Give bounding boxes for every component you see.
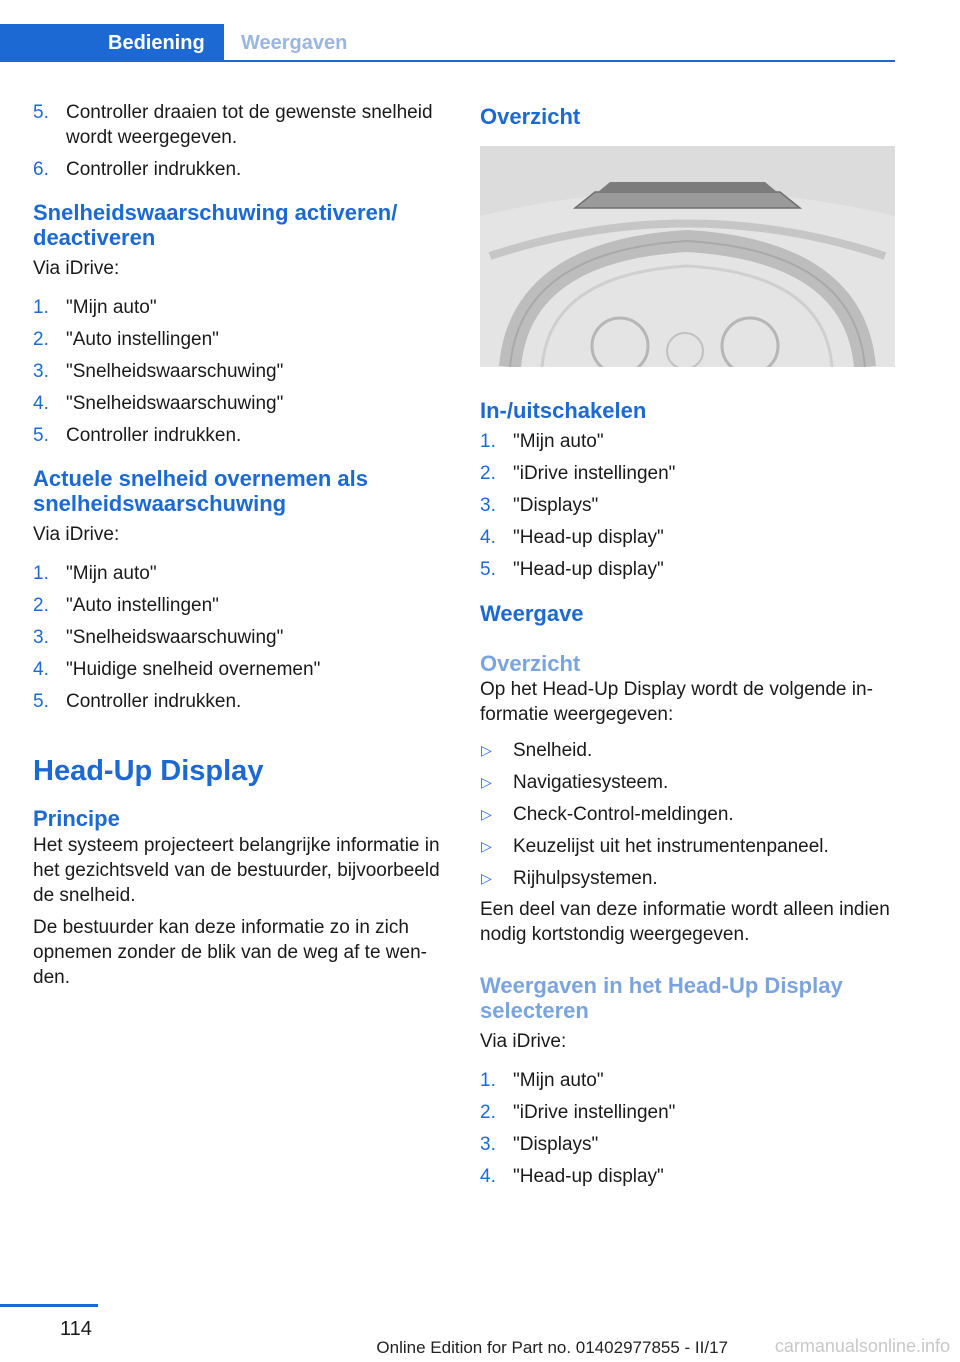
list-item — [480, 770, 895, 795]
list-item — [33, 593, 448, 618]
list-item — [480, 493, 895, 518]
list-item — [480, 834, 895, 859]
list-item — [33, 657, 448, 682]
list-item — [33, 100, 448, 150]
list-item — [480, 429, 895, 454]
list-item — [33, 423, 448, 448]
select-steps — [480, 1068, 895, 1189]
section-title-display: Weergave — [480, 601, 584, 626]
step-number: 3. — [33, 627, 49, 648]
page-number: 114 — [60, 1318, 92, 1340]
step-number: 1. — [480, 431, 496, 452]
step-number: 2. — [33, 329, 49, 350]
left-column — [33, 100, 448, 990]
step-text: Controller draaien tot de gewenste snelheid wordt weergegeven. — [66, 102, 433, 148]
step-text: "Snelheidswaarschuwing" — [66, 361, 284, 382]
step-text: Controller indrukken. — [66, 159, 242, 180]
step-text: "Huidige snelheid overnemen" — [66, 659, 321, 680]
triangle-right-icon: ▷ — [481, 838, 492, 854]
list-item — [33, 295, 448, 320]
step-number: 2. — [480, 463, 496, 484]
step-text: "Mijn auto" — [513, 431, 604, 452]
dashboard-illustration — [480, 146, 895, 367]
tab-weergaven[interactable]: Weergaven — [241, 32, 348, 54]
display-info-list — [480, 738, 895, 891]
footer-rule — [0, 1304, 98, 1307]
steering-wheel-icon — [480, 146, 895, 367]
step-text: "Snelheidswaarschuwing" — [66, 393, 284, 414]
step-text: "Snelheidswaarschuwing" — [66, 627, 284, 648]
step-number: 2. — [33, 595, 49, 616]
step-text: "Mijn auto" — [66, 297, 157, 318]
step-text: Controller indrukken. — [66, 691, 242, 712]
list-item — [480, 866, 895, 891]
step-number: 3. — [480, 1134, 496, 1155]
list-item — [33, 625, 448, 650]
right-column — [480, 100, 895, 1196]
list-item — [33, 689, 448, 714]
step-number: 6. — [33, 159, 49, 180]
step-text: "Head-up display" — [513, 527, 664, 548]
step-text: "Mijn auto" — [66, 563, 157, 584]
on-off-steps — [480, 429, 895, 582]
step-text: "iDrive instellingen" — [513, 1102, 676, 1123]
chapter-title-hud: Head-Up Display — [33, 755, 264, 787]
list-item — [480, 1068, 895, 1093]
step-text: "Displays" — [513, 1134, 599, 1155]
triangle-right-icon: ▷ — [481, 742, 492, 758]
step-text: "Displays" — [513, 495, 599, 516]
section-title-on-off: In-/uitschakelen — [480, 398, 647, 423]
step-number: 2. — [480, 1102, 496, 1123]
display-intro: Op het Head-Up Display wordt de volgende informatie weergegeven: — [480, 679, 873, 725]
bullet-text: Rijhulpsystemen. — [513, 868, 658, 889]
watermark: carmanualsonline.info — [774, 1336, 950, 1356]
bullet-text: Keuzelijst uit het instrumentenpaneel. — [513, 836, 829, 857]
list-item — [33, 359, 448, 384]
list-item — [33, 391, 448, 416]
bullet-text: Navigatiesysteem. — [513, 772, 669, 793]
list-item — [480, 1100, 895, 1125]
step-number: 5. — [33, 691, 49, 712]
step-number: 5. — [33, 102, 49, 123]
chapter-tab-bar — [0, 24, 895, 62]
display-note: Een deel van deze informatie wordt alleen indien nodig kortstondig weergegeven. — [480, 899, 890, 945]
section-title-principle: Principe — [33, 806, 120, 831]
step-number: 1. — [33, 563, 49, 584]
speed-warning-steps — [33, 295, 448, 448]
step-number: 4. — [480, 527, 496, 548]
bullet-text: Snelheid. — [513, 740, 593, 761]
subsection-title-select: Weergaven in het Head-Up Display selecteren — [480, 973, 843, 1023]
step-text: "Head-up display" — [513, 1166, 664, 1187]
section-intro: Via iDrive: — [33, 258, 120, 279]
list-item — [33, 327, 448, 352]
list-item — [480, 738, 895, 763]
continued-steps-list — [33, 100, 448, 182]
bullet-text: Check-Control-meldingen. — [513, 804, 734, 825]
list-item — [480, 1164, 895, 1189]
principle-paragraph-2: De bestuurder kan deze informatie zo in zich opnemen zonder de blik van de weg af te wenden. — [33, 917, 427, 988]
step-text: "Auto instellingen" — [66, 595, 219, 616]
triangle-right-icon: ▷ — [481, 870, 492, 886]
step-text: "Mijn auto" — [513, 1070, 604, 1091]
step-text: Controller indrukken. — [66, 425, 242, 446]
list-item — [33, 561, 448, 586]
list-item — [480, 557, 895, 582]
triangle-right-icon: ▷ — [481, 806, 492, 822]
step-text: "Head-up display" — [513, 559, 664, 580]
list-item — [33, 157, 448, 182]
step-number: 3. — [480, 495, 496, 516]
section-title-speed-warning: Snelheidswaarschuwing activeren/​deactiveren — [33, 200, 398, 250]
step-text: "iDrive instellingen" — [513, 463, 676, 484]
section-title-current-speed: Actuele snelheid overnemen als snelheidswaarschuwing — [33, 466, 369, 516]
step-number: 1. — [480, 1070, 496, 1091]
section-title-overview: Overzicht — [480, 104, 581, 129]
principle-paragraph-1: Het systeem projecteert belangrijke informatie in het gezichtsveld van de bestuurder, bijvoorbeeld de snelheid. — [33, 835, 440, 906]
tab-bediening[interactable]: Bediening — [0, 24, 224, 62]
step-number: 4. — [33, 393, 49, 414]
triangle-right-icon: ▷ — [481, 774, 492, 790]
step-number: 3. — [33, 361, 49, 382]
list-item — [480, 525, 895, 550]
select-intro: Via iDrive: — [480, 1031, 567, 1052]
section-intro: Via iDrive: — [33, 524, 120, 545]
step-text: "Auto instellingen" — [66, 329, 219, 350]
list-item — [480, 461, 895, 486]
step-number: 4. — [480, 1166, 496, 1187]
subsection-title-overview: Overzicht — [480, 651, 581, 676]
edition-info: Online Edition for Part no. 01402977855 - II/17 — [376, 1338, 728, 1357]
list-item — [480, 1132, 895, 1157]
list-item — [480, 802, 895, 827]
step-number: 5. — [33, 425, 49, 446]
step-number: 5. — [480, 559, 496, 580]
step-number: 1. — [33, 297, 49, 318]
step-number: 4. — [33, 659, 49, 680]
current-speed-steps — [33, 561, 448, 714]
